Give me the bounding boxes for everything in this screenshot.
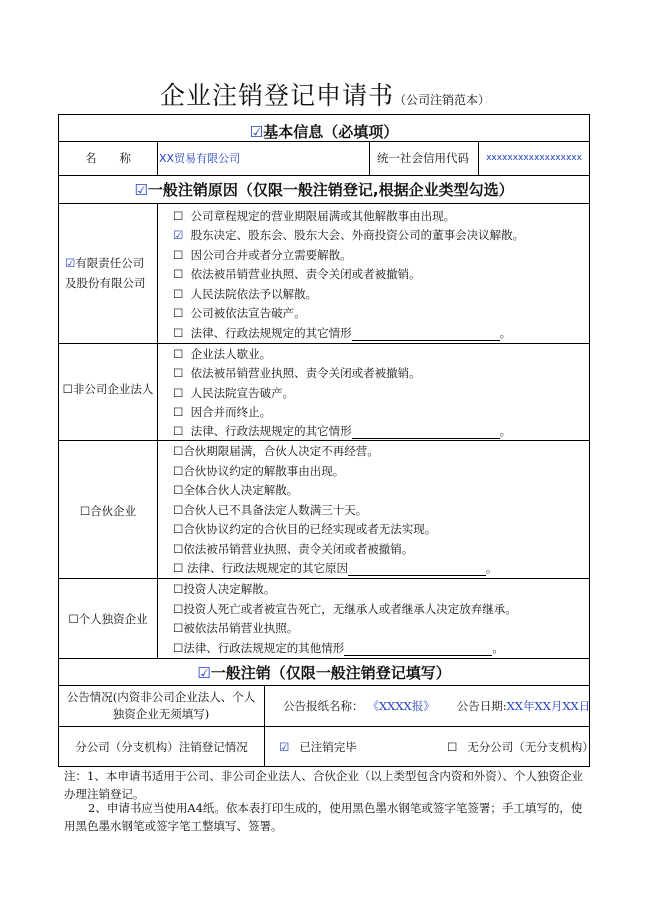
other-reason-blank[interactable] — [352, 329, 500, 341]
branch-option-deregistered[interactable]: ☑ 已注销完毕 — [279, 739, 357, 754]
note-1: 注：1、本申请书适用于公司、非公司企业法人、合伙企业（以上类型包含内资和外资）、个人独资企业办理注销登记。 — [64, 769, 584, 801]
reason-item[interactable]: ☐ 人民法院依法予以解散。 — [173, 287, 318, 301]
reason-item[interactable]: ☐ 企业法人歇业。 — [173, 347, 272, 361]
category-sole-proprietorship: ☐个人独资企业 — [68, 612, 148, 626]
reason-item[interactable]: ☐ 因合并而终止。 — [173, 405, 272, 419]
basic-info-checkbox[interactable]: ☑ — [249, 123, 264, 141]
reason-item[interactable]: ☐被依法吊销营业执照。 — [173, 621, 299, 635]
announcement-info — [283, 685, 590, 726]
category-partnership: ☐合伙企业 — [79, 504, 137, 518]
reason-item[interactable]: ☐ 因公司合并或者分立需要解散。 — [173, 248, 352, 262]
other-reason-blank[interactable] — [352, 427, 500, 439]
general-heading-checkbox[interactable]: ☑ — [197, 664, 211, 682]
title-main: 企业注销登记申请书 — [159, 81, 394, 110]
reason-item[interactable]: ☐合伙人已不具备法定人数满三十天。 — [173, 503, 368, 517]
date-label: 公告日期: — [456, 698, 507, 713]
date-value[interactable]: XX年XX月XX日 — [506, 698, 591, 713]
newspaper-label: 公告报纸名称： — [283, 698, 364, 713]
category-non-company-checkbox[interactable]: ☐ — [62, 382, 73, 396]
reason-item[interactable]: ☐投资人死亡或者被宣告死亡，无继承人或者继承人决定放弃继承。 — [173, 602, 517, 616]
reason-item[interactable]: ☐全体合伙人决定解散。 — [173, 483, 299, 497]
other-reason-blank[interactable] — [344, 644, 492, 656]
company-name-field[interactable]: XX贸易有限公司 — [159, 152, 241, 165]
category-partnership-checkbox[interactable]: ☐ — [79, 504, 91, 518]
credit-code-label: 统一社会信用代码 — [377, 151, 469, 165]
category-non-company-legal-person: ☐非公司企业法人 — [62, 382, 154, 396]
reason-item[interactable]: ☐ 法律、行政法规规定的其它原因 。 — [173, 561, 498, 575]
category-sole-checkbox[interactable]: ☐ — [68, 612, 79, 626]
reason-item[interactable]: ☐合伙协议约定的解散事由出现。 — [173, 464, 345, 478]
reason-item[interactable]: ☐ 法律、行政法规规定的其它情形 。 — [173, 326, 512, 340]
reason-item[interactable]: ☐法律、行政法规规定的其他情形 。 — [173, 641, 504, 655]
reason-item[interactable]: ☐ 法律、行政法规规定的其它情形 。 — [173, 424, 512, 438]
branch-option-none[interactable]: ☐ 无分公司（无分支机构） — [447, 739, 594, 754]
reason-item[interactable]: ☐合伙期限届满，合伙人决定不再经营。 — [173, 444, 379, 458]
reason-item[interactable]: ☐ 人民法院宣告破产。 — [173, 386, 295, 400]
reason-item[interactable]: ☑ 股东决定、股东会、股东大会、外商投资公司的董事会决议解散。 — [173, 228, 525, 242]
branch-option-deregistered-checkbox[interactable]: ☑ — [279, 739, 290, 754]
branch-label: 分公司（分支机构）注销登记情况 — [75, 739, 248, 754]
general-heading: ☑一般注销（仅限一般注销登记填写） — [197, 664, 451, 682]
note-2: 2、申请书应当使用A4纸。依本表打印生成的，使用黑色墨水钢笔或签字笔签署；手工填写的，使用黑色墨水钢笔或签字笔工整填写、签署。 — [64, 801, 583, 833]
reason-heading-checkbox[interactable]: ☑ — [134, 181, 148, 199]
title-sub: （公司注销范本） — [394, 93, 491, 107]
application-form — [58, 114, 594, 767]
reason-heading: ☑一般注销原因（仅限一般注销登记,根据企业类型勾选） — [134, 181, 514, 199]
announcement-label: 公告情况(内资非公司企业法人、个人独资企业无须填写) — [66, 689, 256, 721]
reason-item[interactable]: ☐依法被吊销营业执照、责令关闭或者被撤销。 — [173, 542, 414, 556]
reason-item[interactable]: ☐合伙协议约定的合伙目的已经实现或者无法实现。 — [173, 522, 437, 536]
reason-item[interactable]: ☐ 公司章程规定的营业期限届满或其他解散事由出现。 — [173, 209, 456, 223]
branch-option-none-checkbox[interactable]: ☐ — [447, 739, 458, 754]
reason-item[interactable]: ☐ 依法被吊销营业执照、责令关闭或者被撤销。 — [173, 366, 421, 380]
credit-code-field[interactable]: xxxxxxxxxxxxxxxxxx — [486, 153, 582, 163]
newspaper-value[interactable]: 《XXXX报》 — [367, 698, 435, 713]
document-title — [0, 76, 650, 112]
other-reason-blank[interactable] — [348, 564, 486, 576]
reason-item[interactable]: ☐ 依法被吊销营业执照、责令关闭或者被撤销。 — [173, 267, 421, 281]
name-label: 名 称 — [85, 151, 131, 165]
reason-item[interactable]: ☐投资人决定解散。 — [173, 582, 276, 596]
reason-item[interactable]: ☐ 公司被依法宣告破产。 — [173, 306, 306, 320]
category-limited-company-checkbox[interactable]: ☑ — [65, 256, 76, 270]
category-limited-company: ☑有限责任公司及股份有限公司 — [65, 256, 146, 290]
basic-info-heading: ☑基本信息（必填项） — [249, 123, 399, 141]
